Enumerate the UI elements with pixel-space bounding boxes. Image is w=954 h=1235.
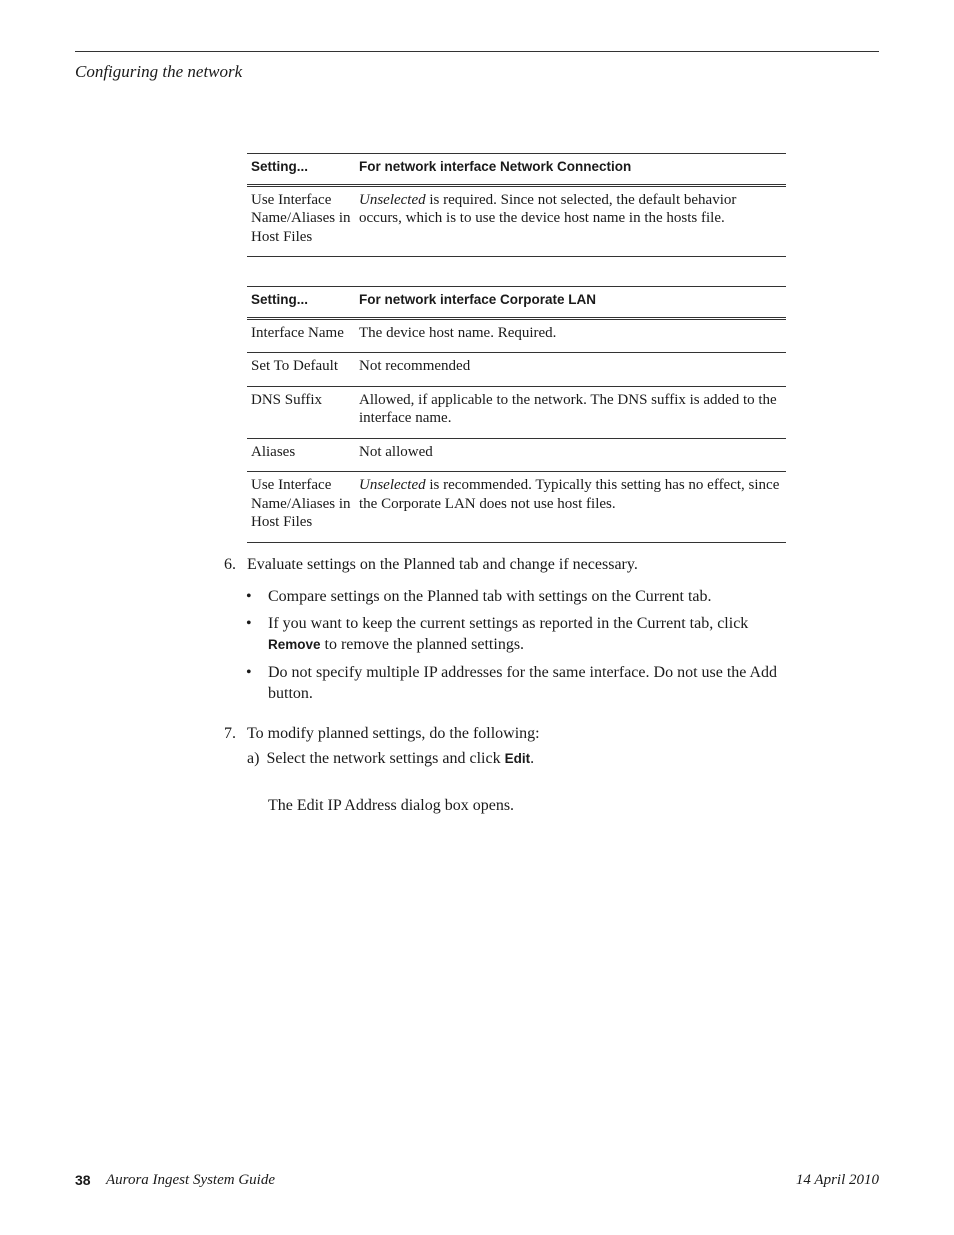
edit-button-label: Edit (504, 751, 531, 766)
step-7 (224, 723, 540, 744)
description-text: is required. Since not selected, the default behavior occurs, which is to use the device host name in the hosts file. (359, 191, 737, 226)
bullet-text-start: If you want to keep the current settings as reported in the Current tab, click (268, 615, 749, 632)
step-text: Evaluate settings on the Planned tab and change if necessary. (247, 556, 638, 573)
step-number: 6. (224, 556, 236, 573)
column-header-network-connection: For network interface Network Connection (355, 154, 786, 186)
setting-name: Aliases (247, 438, 355, 472)
table-row (247, 185, 786, 257)
table-header-row (247, 154, 786, 186)
emphasis-text: Unselected (359, 191, 426, 208)
list-item (246, 613, 806, 655)
step-6 (224, 554, 638, 575)
column-header-setting: Setting... (247, 154, 355, 186)
remove-button-label: Remove (268, 637, 321, 652)
emphasis-text: Unselected (359, 477, 426, 493)
bullet-icon: • (246, 664, 252, 681)
corporate-lan-settings-table (247, 286, 786, 543)
setting-description (355, 185, 786, 257)
setting-description: Not recommended (355, 353, 786, 387)
bullet-icon: • (246, 615, 252, 632)
network-connection-settings-table (247, 153, 786, 257)
guide-title: Aurora Ingest System Guide (106, 1172, 275, 1188)
column-header-corporate-lan: For network interface Corporate LAN (355, 287, 786, 319)
page-number: 38 (75, 1172, 91, 1188)
table-row (247, 386, 786, 438)
running-head: Configuring the network (75, 62, 243, 81)
step-result: The Edit IP Address dialog box opens. (268, 797, 515, 814)
table-row (247, 472, 786, 543)
substep-marker: a) (247, 750, 260, 767)
substep-text-start: Select the network settings and click (266, 750, 505, 767)
list-item (246, 662, 812, 704)
bullet-text-end: to remove the planned settings. (320, 636, 525, 653)
list-item (246, 586, 806, 607)
substep-text-end: . (530, 750, 535, 767)
setting-name: Use Interface Name/Aliases in Host Files (247, 472, 355, 543)
setting-description: Allowed, if applicable to the network. The DNS suffix is added to the interface name. (355, 386, 786, 438)
setting-name: DNS Suffix (247, 386, 355, 438)
substep-text (266, 750, 534, 767)
setting-name: Interface Name (247, 318, 355, 353)
substep-a (247, 748, 534, 769)
table-row (247, 438, 786, 472)
table-row (247, 318, 786, 353)
setting-name: Use Interface Name/Aliases in Host Files (247, 185, 355, 257)
table-row (247, 353, 786, 387)
bullet-text (268, 613, 806, 655)
header-rule (75, 51, 879, 52)
setting-description (355, 472, 786, 543)
description-text: is recommended. Typically this setting has no effect, since the Corporate LAN does not use host files. (359, 477, 780, 512)
bullet-text: Do not specify multiple IP addresses for the same interface. Do not use the Add button. (268, 664, 778, 702)
column-header-setting: Setting... (247, 287, 355, 319)
step-number: 7. (224, 725, 236, 742)
setting-description: Not allowed (355, 438, 786, 472)
setting-name: Set To Default (247, 353, 355, 387)
table-header-row (247, 287, 786, 319)
bullet-text: Compare settings on the Planned tab with settings on the Current tab. (268, 588, 712, 605)
step-text: To modify planned settings, do the following: (247, 725, 540, 742)
publication-date: 14 April 2010 (795, 1172, 879, 1188)
bullet-icon: • (246, 588, 252, 605)
setting-description: The device host name. Required. (355, 318, 786, 353)
